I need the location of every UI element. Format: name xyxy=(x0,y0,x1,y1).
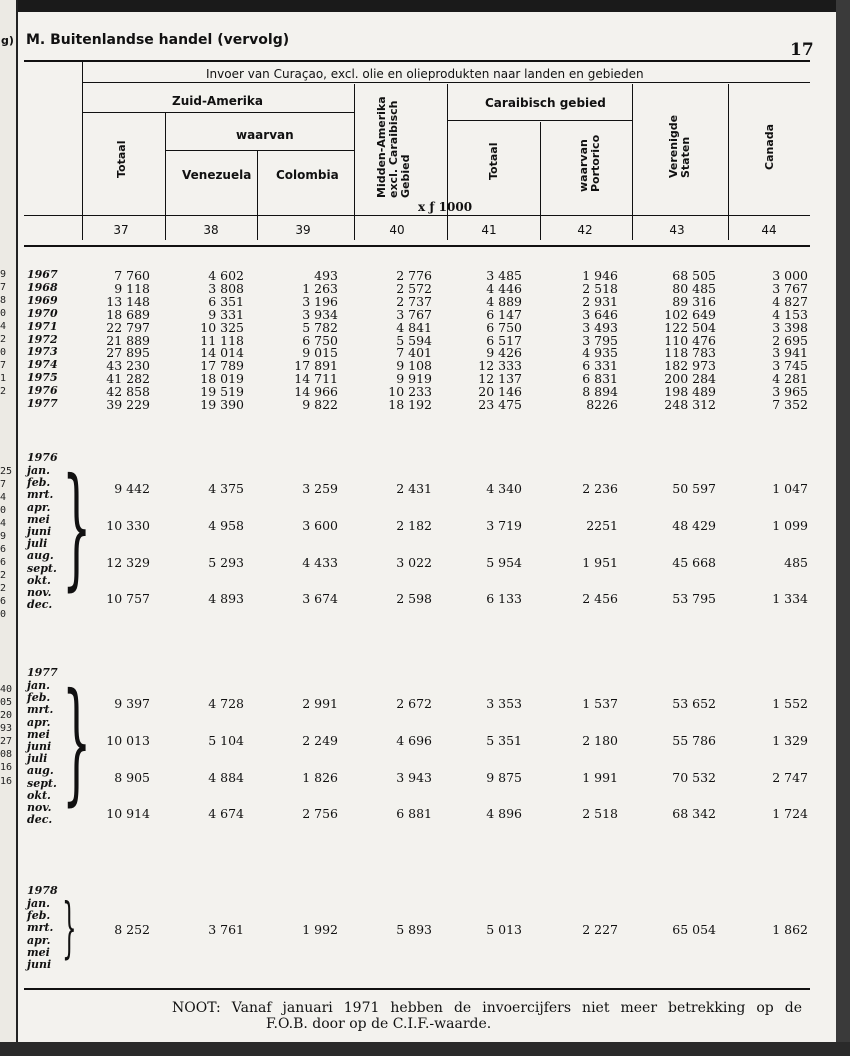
table-cell: 23 475 xyxy=(478,397,522,412)
table-cell: 3 196 xyxy=(302,293,338,309)
margin-number: 8 xyxy=(0,295,7,306)
margin-number: 4 xyxy=(0,492,7,503)
page-number: 17 xyxy=(790,40,814,60)
table-cell: 12 137 xyxy=(478,371,522,387)
quarter-cell: 3 259 xyxy=(302,481,338,497)
month-brace: } xyxy=(62,451,92,604)
quarter-cell: 50 597 xyxy=(672,481,716,497)
table-cell: 4 841 xyxy=(396,319,432,335)
table-cell: 9 108 xyxy=(396,358,432,374)
quarter-cell: 485 xyxy=(784,554,808,570)
table-cell: 4 281 xyxy=(772,371,808,387)
month-label: apr. xyxy=(27,715,51,729)
margin-number: 05 xyxy=(0,697,13,708)
year-label: 1975 xyxy=(27,371,58,385)
month-label: mrt. xyxy=(27,921,54,935)
quarter-cell: 5 893 xyxy=(396,922,432,938)
table-cell: 14 711 xyxy=(294,371,338,387)
quarter-cell: 10 013 xyxy=(106,733,150,749)
quarter-cell: 68 342 xyxy=(672,806,716,822)
month-label: juli xyxy=(27,537,48,551)
margin-number: 2 xyxy=(0,386,7,397)
table-cell: 6 750 xyxy=(302,332,338,348)
month-label: feb. xyxy=(27,909,51,923)
quarter-cell: 4 433 xyxy=(302,554,338,570)
table-cell: 2 737 xyxy=(396,293,432,309)
margin-number: 27 xyxy=(0,736,13,747)
table-cell: 9 118 xyxy=(114,280,150,296)
table-cell: 18 192 xyxy=(388,397,432,412)
table-cell: 7 760 xyxy=(114,268,150,283)
month-label: mei xyxy=(27,727,50,741)
year-label: 1968 xyxy=(27,280,58,294)
quarter-cell: 9 442 xyxy=(114,481,150,497)
table-cell: 6 750 xyxy=(486,319,522,335)
margin-number: 2 xyxy=(0,570,7,581)
header-bottom-rule xyxy=(24,245,810,247)
quarter-cell: 2 756 xyxy=(302,806,338,822)
table-cell: 8226 xyxy=(586,397,618,412)
quarter-cell: 2 991 xyxy=(302,696,338,712)
table-cell: 9 015 xyxy=(302,345,338,361)
group-caraibisch: Caraibisch gebied xyxy=(485,96,606,110)
table-cell: 3 398 xyxy=(772,319,808,335)
block-year-label: 1978 xyxy=(27,884,58,897)
table-cell: 3 965 xyxy=(772,384,808,400)
margin-number: 20 xyxy=(0,710,13,721)
waarvan-rule xyxy=(165,150,354,151)
margin-number: 16 xyxy=(0,762,13,773)
table-cell: 43 230 xyxy=(106,358,150,374)
quarter-cell: 3 600 xyxy=(302,518,338,534)
table-cell: 6 831 xyxy=(582,371,618,387)
vline-col8 xyxy=(728,84,729,240)
adjacent-page-edge xyxy=(0,0,18,1056)
vline-col1 xyxy=(82,62,83,240)
table-cell: 110 476 xyxy=(664,332,716,348)
quarter-cell: 5 104 xyxy=(208,733,244,749)
col-label-totaal-caraib: Totaal xyxy=(487,142,500,180)
quarter-cell: 1 099 xyxy=(772,518,808,534)
month-label: juni xyxy=(27,740,52,753)
year-label: 1969 xyxy=(27,293,58,307)
month-label: nov. xyxy=(27,586,52,599)
footnote-line-2: F.O.B. door op de C.I.F.-waarde. xyxy=(266,1016,492,1032)
quarter-cell: 3 761 xyxy=(208,922,244,938)
quarter-cell: 55 786 xyxy=(672,733,716,749)
table-cell: 8 894 xyxy=(582,384,618,400)
quarter-cell: 5 351 xyxy=(486,733,522,749)
table-cell: 198 489 xyxy=(664,384,716,400)
margin-number: 08 xyxy=(0,749,13,760)
quarter-cell: 1 991 xyxy=(582,769,618,785)
table-cell: 6 351 xyxy=(208,293,244,309)
table-cell: 19 390 xyxy=(200,397,244,412)
table-cell: 22 797 xyxy=(106,319,150,335)
margin-number: 9 xyxy=(0,531,7,542)
table-cell: 18 019 xyxy=(200,371,244,387)
title-rule xyxy=(82,82,810,83)
quarter-cell: 6 881 xyxy=(396,806,432,822)
table-cell: 6 517 xyxy=(486,332,522,348)
month-label: feb. xyxy=(27,476,51,490)
table-cell: 2 776 xyxy=(396,268,432,283)
table-cell: 89 316 xyxy=(672,293,716,309)
year-label: 1977 xyxy=(27,397,58,410)
month-label: dec. xyxy=(27,598,53,612)
table-cell: 9 426 xyxy=(486,345,522,361)
table-cell: 493 xyxy=(314,268,338,283)
table-cell: 3 795 xyxy=(582,332,618,348)
quarter-cell: 9 397 xyxy=(114,696,150,712)
table-cell: 5 782 xyxy=(302,319,338,335)
month-label: aug. xyxy=(27,764,54,778)
margin-number: 7 xyxy=(0,282,7,293)
quarter-cell: 2 431 xyxy=(396,481,432,497)
table-title: Invoer van Curaçao, excl. olie en olieprodukten naar landen en gebieden xyxy=(206,67,644,81)
quarter-cell: 1 552 xyxy=(772,696,808,712)
month-label: okt. xyxy=(27,573,51,587)
table-cell: 21 889 xyxy=(106,332,150,348)
table-cell: 122 504 xyxy=(664,319,716,335)
table-cell: 42 858 xyxy=(106,384,150,400)
quarter-cell: 10 757 xyxy=(106,591,150,607)
quarter-cell: 1 334 xyxy=(772,591,808,607)
table-cell: 4 889 xyxy=(486,293,522,309)
table-cell: 4 827 xyxy=(772,293,808,309)
table-cell: 2 518 xyxy=(582,280,618,296)
section-title: M. Buitenlandse handel (vervolg) xyxy=(26,32,290,48)
table-cell: 3 808 xyxy=(208,280,244,296)
table-cell: 10 233 xyxy=(388,384,432,400)
unit-label: x ƒ 1000 xyxy=(418,200,473,214)
margin-number: 25 xyxy=(0,466,13,477)
vline-col4 xyxy=(354,84,355,240)
quarter-cell: 3 943 xyxy=(396,769,432,785)
margin-number: 0 xyxy=(0,609,7,620)
month-label: sept. xyxy=(27,776,57,790)
quarter-cell: 5 013 xyxy=(486,922,522,938)
margin-number: 4 xyxy=(0,518,7,529)
table-cell: 3 000 xyxy=(772,268,808,283)
quarter-cell: 2 747 xyxy=(772,769,808,785)
month-brace: } xyxy=(62,666,92,819)
quarter-cell: 5 954 xyxy=(486,554,522,570)
vline-col6 xyxy=(540,122,541,240)
quarter-cell: 4 728 xyxy=(208,696,244,712)
month-label: mei xyxy=(27,512,50,526)
quarter-cell: 1 537 xyxy=(582,696,618,712)
table-cell: 3 646 xyxy=(582,306,618,322)
table-cell: 68 505 xyxy=(672,268,716,283)
margin-number: 0 xyxy=(0,347,7,358)
footnote-line-1: NOOT: Vanaf januari 1971 hebben de invoercijfers niet meer betrekking op de xyxy=(172,1000,802,1016)
quarter-cell: 1 826 xyxy=(302,769,338,785)
quarter-cell: 9 875 xyxy=(486,769,522,785)
year-label: 1972 xyxy=(27,332,58,346)
table-cell: 2 695 xyxy=(772,332,808,348)
table-cell: 14 014 xyxy=(200,345,244,361)
margin-number: 40 xyxy=(0,684,13,695)
table-cell: 6 331 xyxy=(582,358,618,374)
table-cell: 3 493 xyxy=(582,319,618,335)
table-cell: 7 401 xyxy=(396,345,432,361)
table-cell: 12 333 xyxy=(478,358,522,374)
table-cell: 10 325 xyxy=(200,319,244,335)
table-cell: 19 519 xyxy=(200,384,244,400)
table-cell: 1 946 xyxy=(582,268,618,283)
table-cell: 7 352 xyxy=(772,397,808,412)
quarter-cell: 10 914 xyxy=(106,806,150,822)
table-cell: 41 282 xyxy=(106,371,150,387)
quarter-cell: 12 329 xyxy=(106,554,150,570)
margin-fragment: g) xyxy=(1,34,14,47)
year-label: 1973 xyxy=(27,345,58,359)
col-num-37: 37 xyxy=(113,223,129,237)
quarter-cell: 2 180 xyxy=(582,733,618,749)
quarter-cell: 2 182 xyxy=(396,518,432,534)
table-cell: 17 891 xyxy=(294,358,338,374)
quarter-cell: 6 133 xyxy=(486,591,522,607)
table-cell: 118 783 xyxy=(664,345,716,361)
col-num-41: 41 xyxy=(481,223,497,237)
quarter-cell: 1 047 xyxy=(772,481,808,497)
quarter-cell: 3 022 xyxy=(396,554,432,570)
quarter-cell: 2 456 xyxy=(582,591,618,607)
table-cell: 27 895 xyxy=(106,345,150,361)
col-label-verenigde-staten: Verenigde Staten xyxy=(667,114,692,178)
table-cell: 3 934 xyxy=(302,306,338,322)
scan-right-edge xyxy=(836,0,850,1056)
quarter-cell: 1 951 xyxy=(582,554,618,570)
quarter-cell: 4 375 xyxy=(208,481,244,497)
col-label-colombia: Colombia xyxy=(276,168,339,182)
quarter-cell: 2 236 xyxy=(582,481,618,497)
month-label: juni xyxy=(27,525,52,538)
table-cell: 4 935 xyxy=(582,345,618,361)
quarter-cell: 8 252 xyxy=(114,922,150,938)
vline-col3 xyxy=(257,150,258,240)
margin-number: 6 xyxy=(0,557,7,568)
quarter-cell: 4 896 xyxy=(486,806,522,822)
table-cell: 4 153 xyxy=(772,306,808,322)
quarter-cell: 4 340 xyxy=(486,481,522,497)
quarter-cell: 3 674 xyxy=(302,591,338,607)
margin-number: 1 xyxy=(0,373,7,384)
table-cell: 3 767 xyxy=(772,280,808,296)
table-cell: 3 745 xyxy=(772,358,808,374)
table-cell: 3 485 xyxy=(486,268,522,283)
table-cell: 182 973 xyxy=(664,358,716,374)
year-label: 1971 xyxy=(27,319,58,333)
col-label-venezuela: Venezuela xyxy=(182,168,252,182)
table-cell: 248 312 xyxy=(664,397,716,412)
quarter-cell: 2 598 xyxy=(396,591,432,607)
block-year-label: 1976 xyxy=(27,451,58,464)
quarter-cell: 65 054 xyxy=(672,922,716,938)
year-label: 1970 xyxy=(27,306,58,320)
month-label: sept. xyxy=(27,561,57,575)
month-label: jan. xyxy=(27,464,50,477)
month-label: nov. xyxy=(27,801,52,814)
year-label: 1976 xyxy=(27,384,58,398)
quarter-cell: 2 672 xyxy=(396,696,432,712)
quarter-cell: 4 674 xyxy=(208,806,244,822)
col-label-midden-amerika-text: Midden-Amerika excl. Caraibisch Gebied xyxy=(375,96,412,198)
block-year-label: 1977 xyxy=(27,666,58,679)
table-cell: 2 572 xyxy=(396,280,432,296)
vline-col5 xyxy=(447,84,448,240)
margin-number: 9 xyxy=(0,269,7,280)
quarter-cell: 4 696 xyxy=(396,733,432,749)
table-bottom-rule xyxy=(24,988,810,990)
quarter-cell: 1 862 xyxy=(772,922,808,938)
zuid-rule xyxy=(82,112,354,113)
quarter-cell: 53 652 xyxy=(672,696,716,712)
month-label: mei xyxy=(27,945,50,959)
quarter-cell: 2 227 xyxy=(582,922,618,938)
scan-bottom-edge xyxy=(0,1042,850,1056)
table-cell: 3 767 xyxy=(396,306,432,322)
margin-number: 4 xyxy=(0,321,7,332)
table-cell: 17 789 xyxy=(200,358,244,374)
month-label: feb. xyxy=(27,691,51,705)
quarter-cell: 70 532 xyxy=(672,769,716,785)
caraib-rule xyxy=(447,120,632,121)
quarter-cell: 4 958 xyxy=(208,518,244,534)
margin-number: 0 xyxy=(0,505,7,516)
margin-number: 0 xyxy=(0,308,7,319)
table-cell: 102 649 xyxy=(664,306,716,322)
col-label-portorico: waarvan Portorico xyxy=(577,134,602,192)
year-label: 1974 xyxy=(27,358,58,372)
quarter-cell: 4 884 xyxy=(208,769,244,785)
table-cell: 4 446 xyxy=(486,280,522,296)
month-label: juli xyxy=(27,752,48,766)
col-num-40: 40 xyxy=(389,223,405,237)
quarter-cell: 1 724 xyxy=(772,806,808,822)
footnote xyxy=(172,1000,802,1032)
table-cell: 20 146 xyxy=(478,384,522,400)
table-cell: 5 594 xyxy=(396,332,432,348)
quarter-cell: 1 329 xyxy=(772,733,808,749)
table-cell: 9 919 xyxy=(396,371,432,387)
margin-number: 6 xyxy=(0,544,7,555)
table-cell: 80 485 xyxy=(672,280,716,296)
quarter-cell: 48 429 xyxy=(672,518,716,534)
col-label-midden-amerika xyxy=(376,86,412,198)
quarter-cell: 2251 xyxy=(586,518,618,534)
margin-number: 93 xyxy=(0,723,13,734)
quarter-cell: 10 330 xyxy=(106,518,150,534)
col-num-38: 38 xyxy=(203,223,219,237)
year-label: 1967 xyxy=(27,268,58,281)
table-cell: 2 931 xyxy=(582,293,618,309)
month-label: dec. xyxy=(27,813,53,827)
quarter-cell: 2 249 xyxy=(302,733,338,749)
month-label: juni xyxy=(27,958,52,971)
vline-col2 xyxy=(165,112,166,240)
month-label: apr. xyxy=(27,500,51,514)
month-brace: } xyxy=(62,889,77,966)
col-num-44: 44 xyxy=(761,223,777,237)
col-label-canada: Canada xyxy=(763,123,776,170)
quarter-cell: 53 795 xyxy=(672,591,716,607)
margin-number: 6 xyxy=(0,596,7,607)
table-cell: 9 822 xyxy=(302,397,338,412)
table-cell: 1 263 xyxy=(302,280,338,296)
month-label: okt. xyxy=(27,788,51,802)
table-cell: 11 118 xyxy=(200,332,244,348)
table-cell: 9 331 xyxy=(208,306,244,322)
quarter-cell: 1 992 xyxy=(302,922,338,938)
quarter-cell: 3 719 xyxy=(486,518,522,534)
quarter-cell: 2 518 xyxy=(582,806,618,822)
group-waarvan: waarvan xyxy=(236,128,294,142)
vline-col7 xyxy=(632,84,633,240)
scan-top-edge xyxy=(0,0,850,12)
margin-number: 2 xyxy=(0,583,7,594)
table-cell: 18 689 xyxy=(106,306,150,322)
unit-rule xyxy=(24,215,810,216)
table-top-rule xyxy=(24,60,810,62)
col-num-42: 42 xyxy=(577,223,593,237)
table-cell: 200 284 xyxy=(664,371,716,387)
month-label: mrt. xyxy=(27,488,54,502)
month-label: mrt. xyxy=(27,703,54,717)
quarter-cell: 3 353 xyxy=(486,696,522,712)
quarter-cell: 5 293 xyxy=(208,554,244,570)
col-label-totaal-zuid: Totaal xyxy=(115,140,128,178)
table-cell: 14 966 xyxy=(294,384,338,400)
margin-number: 2 xyxy=(0,334,7,345)
table-cell: 6 147 xyxy=(486,306,522,322)
quarter-cell: 45 668 xyxy=(672,554,716,570)
margin-number: 7 xyxy=(0,479,7,490)
month-label: aug. xyxy=(27,549,54,563)
quarter-cell: 4 893 xyxy=(208,591,244,607)
month-label: apr. xyxy=(27,933,51,947)
table-cell: 39 229 xyxy=(106,397,150,412)
month-label: jan. xyxy=(27,897,50,910)
quarter-cell: 8 905 xyxy=(114,769,150,785)
table-cell: 13 148 xyxy=(106,293,150,309)
table-cell: 3 941 xyxy=(772,345,808,361)
table-cell: 4 602 xyxy=(208,268,244,283)
margin-number: 16 xyxy=(0,776,13,787)
col-num-43: 43 xyxy=(669,223,685,237)
margin-number: 7 xyxy=(0,360,7,371)
month-label: jan. xyxy=(27,679,50,692)
group-zuid-amerika: Zuid-Amerika xyxy=(172,94,263,108)
col-num-39: 39 xyxy=(295,223,311,237)
